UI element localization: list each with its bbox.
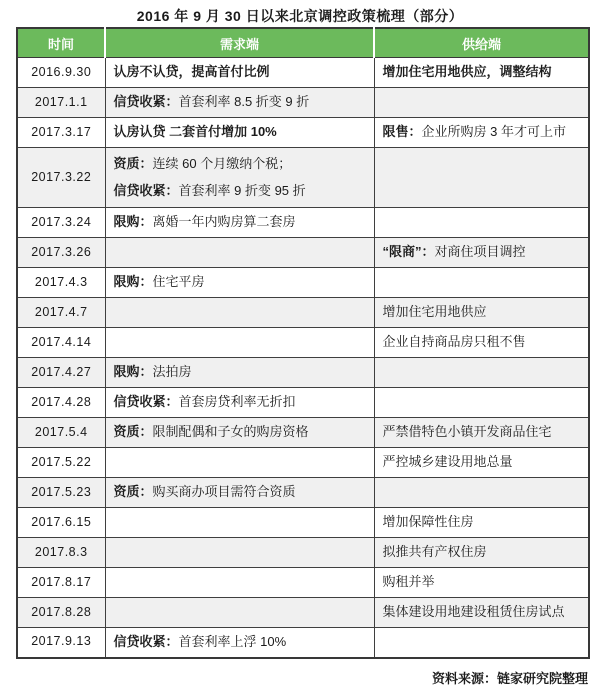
date-cell: 2017.4.27 [17, 358, 105, 388]
table-row [17, 208, 589, 238]
supply-cell [374, 568, 589, 598]
supply-text: 企业所购房 3 年才可上市 [421, 124, 566, 140]
demand-cell [105, 568, 374, 598]
table-row [17, 568, 589, 598]
demand-label: 资质： [113, 424, 153, 440]
date-cell: 2017.3.24 [17, 208, 105, 238]
date-cell: 2017.5.23 [17, 478, 105, 508]
supply-cell [374, 478, 589, 508]
table-row [17, 388, 589, 418]
supply-cell [374, 628, 589, 658]
demand-text: 购买商办项目需符合资质 [152, 484, 296, 500]
demand-cell [105, 508, 374, 538]
supply-cell [374, 358, 589, 388]
demand-line-1 [114, 156, 366, 172]
supply-cell [374, 118, 589, 148]
demand-label: 限购： [113, 274, 153, 290]
page-title: 2016 年 9 月 30 日以来北京调控政策梳理（部分） [136, 8, 464, 24]
table-row [17, 418, 589, 448]
demand-cell [105, 148, 374, 208]
demand-label: 信贷收紧： [113, 182, 179, 198]
date-cell: 2017.9.13 [17, 628, 105, 658]
table-row [17, 118, 589, 148]
table-row [17, 88, 589, 118]
supply-text: 严控城乡建设用地总量 [382, 454, 513, 470]
date-cell: 2017.5.4 [17, 418, 105, 448]
supply-cell [374, 418, 589, 448]
demand-cell [105, 328, 374, 358]
demand-cell [105, 298, 374, 328]
supply-label: “限商”： [382, 244, 435, 260]
policy-table [16, 27, 590, 659]
demand-cell [105, 538, 374, 568]
date-cell: 2017.8.17 [17, 568, 105, 598]
table-row [17, 448, 589, 478]
table-row [17, 538, 589, 568]
supply-text: 集体建设用地建设租赁住房试点 [382, 604, 565, 620]
demand-label: 资质： [113, 156, 153, 172]
supply-cell [374, 88, 589, 118]
supply-label: 增加住宅用地供应，调整结构 [382, 64, 552, 80]
supply-cell [374, 538, 589, 568]
table-row [17, 148, 589, 208]
table-row [17, 508, 589, 538]
date-cell: 2017.3.17 [17, 118, 105, 148]
demand-label: 资质： [113, 484, 153, 500]
demand-cell [105, 208, 374, 238]
demand-text: 首套利率 9 折变 95 折 [178, 182, 306, 198]
demand-text: 连续 60 个月缴纳个税； [152, 156, 292, 172]
supply-cell [374, 598, 589, 628]
demand-cell [105, 358, 374, 388]
supply-text: 购租并举 [382, 574, 435, 590]
supply-cell [374, 148, 589, 208]
date-cell: 2017.6.15 [17, 508, 105, 538]
supply-cell [374, 238, 589, 268]
date-cell: 2017.4.28 [17, 388, 105, 418]
demand-cell [105, 628, 374, 658]
date-cell: 2017.1.1 [17, 88, 105, 118]
date-cell: 2017.3.22 [17, 148, 105, 208]
supply-label: 限售： [382, 124, 422, 140]
header-cell-supply: 供给端 [374, 28, 589, 58]
table-row [17, 628, 589, 658]
supply-cell [374, 328, 589, 358]
demand-cell [105, 88, 374, 118]
table-row [17, 238, 589, 268]
demand-cell [105, 388, 374, 418]
demand-label: 认房不认贷，提高首付比例 [113, 64, 270, 80]
table-row [17, 358, 589, 388]
source-note: 资料来源：链家研究院整理 [431, 670, 588, 686]
supply-cell [374, 58, 589, 88]
demand-text: 首套利率上浮 10% [178, 634, 287, 650]
demand-label: 限购： [113, 214, 153, 230]
supply-cell [374, 298, 589, 328]
demand-cell [105, 598, 374, 628]
table-row [17, 58, 589, 88]
demand-label: 信贷收紧： [113, 94, 179, 110]
demand-label: 信贷收紧： [113, 394, 179, 410]
demand-text: 住宅平房 [152, 274, 205, 290]
demand-text: 限制配偶和子女的购房资格 [152, 424, 309, 440]
demand-cell [105, 268, 374, 298]
supply-text: 拟推共有产权住房 [382, 544, 487, 560]
table-header-row [17, 28, 589, 58]
date-cell: 2017.8.28 [17, 598, 105, 628]
supply-text: 增加住宅用地供应 [382, 304, 487, 320]
supply-cell [374, 388, 589, 418]
date-cell: 2017.4.3 [17, 268, 105, 298]
supply-text: 企业自持商品房只租不售 [382, 334, 526, 350]
supply-text: 增加保障性住房 [382, 514, 474, 530]
demand-text: 法拍房 [152, 364, 192, 380]
header-cell-time: 时间 [17, 28, 105, 58]
demand-text: 首套利率 8.5 折变 9 折 [178, 94, 310, 110]
supply-cell [374, 508, 589, 538]
table-row [17, 328, 589, 358]
demand-line-2 [114, 183, 366, 199]
table-row [17, 298, 589, 328]
header-cell-demand: 需求端 [105, 28, 374, 58]
demand-label: 限购： [113, 364, 153, 380]
demand-cell [105, 58, 374, 88]
date-cell: 2016.9.30 [17, 58, 105, 88]
demand-text: 离婚一年内购房算二套房 [152, 214, 296, 230]
table-row [17, 598, 589, 628]
demand-cell [105, 418, 374, 448]
table-row [17, 478, 589, 508]
date-cell: 2017.5.22 [17, 448, 105, 478]
demand-label: 信贷收紧： [113, 634, 179, 650]
supply-cell [374, 208, 589, 238]
demand-text: 首套房贷利率无折扣 [178, 394, 296, 410]
supply-cell [374, 448, 589, 478]
supply-cell [374, 268, 589, 298]
supply-text: 严禁借特色小镇开发商品住宅 [382, 424, 552, 440]
date-cell: 2017.4.7 [17, 298, 105, 328]
date-cell: 2017.8.3 [17, 538, 105, 568]
demand-cell [105, 118, 374, 148]
supply-text: 对商住项目调控 [434, 244, 526, 260]
demand-cell [105, 478, 374, 508]
date-cell: 2017.4.14 [17, 328, 105, 358]
demand-cell [105, 448, 374, 478]
demand-label: 认房认贷 二套首付增加 10% [113, 124, 277, 140]
date-cell: 2017.3.26 [17, 238, 105, 268]
table-row [17, 268, 589, 298]
demand-cell [105, 238, 374, 268]
